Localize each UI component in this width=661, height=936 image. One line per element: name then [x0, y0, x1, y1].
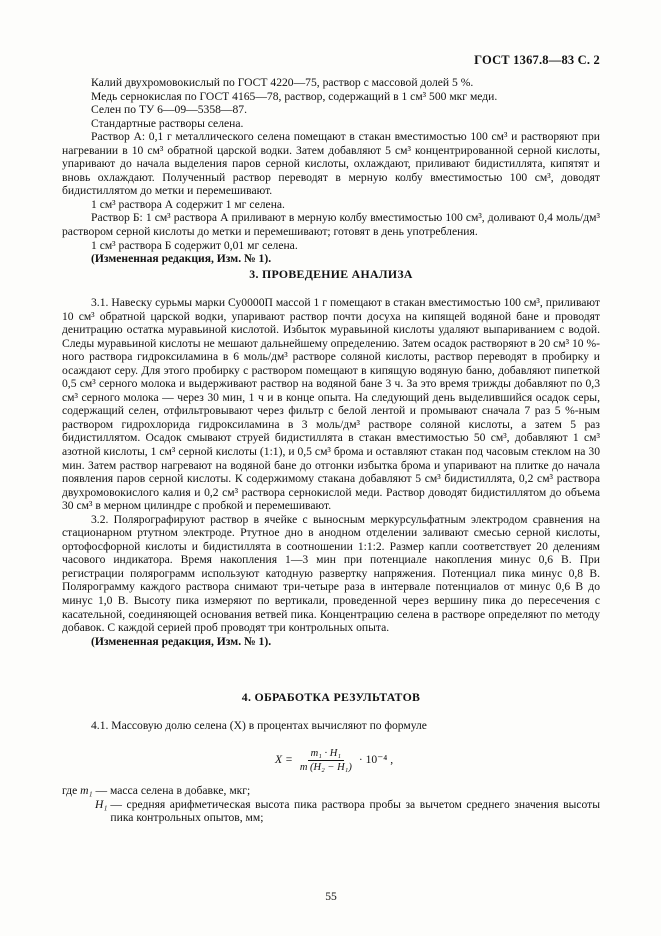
definition-text: — масса селена в добавке, мкг;	[95, 784, 251, 797]
solution-a-content: 1 см³ раствора А содержит 1 мг селена.	[91, 197, 285, 211]
amendment-note: (Измененная редакция, Изм. № 1).	[91, 634, 272, 648]
reagents-block	[62, 76, 600, 266]
formula-denominator: m (H₂ − H₁)	[299, 761, 352, 773]
section-4-intro	[62, 719, 600, 733]
paragraph-3-2: 3.2. Полярографируют раствор в ячейке с выносным меркурсульфатным электродом сравнения на стационарном ртутном электроде. Ртутное дно в анодном отделении заливают смесью серной кислоты, ортофосфорной кислоты и бидистиллята в соотношении 1:1:2. Размер капли соответствует 20 делениям часового индикатора. Время накопления 1—3 мин при потенциале накопления минус 0,6 В. При регистрации полярограмм используют катодную развертку напряжения. Потенциал пика минус 0,8 В. Полярограмму каждого раствора снимают три-четыре раза в интервале потенциалов от минус 0,6 В до минус 1,0 В. Высоту пика измеряют по вертикали, проведенной через вершину пика до пересечения с касательной, соединяющей основания ветвей пика. Концентрацию селена в растворе определяют по методу добавок. С каждой серией проб проводят три контрольных опыта.	[62, 512, 600, 635]
reagent-line: Медь сернокислая по ГОСТ 4165—78, раствор, содержащий в 1 см³ 500 мкг меди.	[91, 89, 498, 103]
paragraph-4-1: 4.1. Массовую долю селена (X) в процентах вычисляют по формуле	[91, 719, 427, 732]
page-number: 55	[325, 890, 337, 903]
reagent-line: Калий двухромовокислый по ГОСТ 4220—75, раствор с массовой долей 5 %.	[91, 76, 474, 89]
formula-fraction	[297, 747, 355, 774]
selenium-formula	[62, 742, 600, 778]
formula-lhs: X =	[275, 753, 293, 767]
section-3-heading: 3. ПРОВЕДЕНИЕ АНАЛИЗА	[249, 267, 413, 281]
formula-numerator: m₁ · H₁	[308, 747, 344, 761]
paragraph-3-1: 3.1. Навеску сурьмы марки Су0000П массой 1 г помещают в стакан вместимостью 100 см³, приливают 10 см³ обратной царской водки, упаривают раствор почти досуха на кипящей водяной бане и проводят денитрацию остатка муравьиной кислотой. Избыток муравьиной кислоты удаляют выпариванием с водой. Следы муравьиной кислоты не мешают дальнейшему определению. Затем осадок растворяют в 20 см³ 10 %-ного раствора гидроксиламина в 6 моль/дм³ растворе соляной кислоты, раствор переводят в пробирку и осаждают серу. Для этого пробирку с раствором помещают в кипящую водяную баню, добавляют пипеткой 0,5 см³ серного молока и выдерживают раствор на водяной бане 3 ч. За это время трижды добавляют по 0,3 см³ серного молока — через 30 мин, 1 ч и в конце опыта. На следующий день выделившийся осадок серы, содержащий селен, отфильтровывают через фильтр с белой лентой и промывают сначала 7 раз 5 %-ным раствором гидрохлорида гидроксиламина в 3 моль/дм³ растворе соляной кислоты, а затем 5 раз бидистиллятом. Осадок смывают струей бидистиллята в стакан вместимостью 50 см³, добавляют 1 см³ азотной кислоты, 1 см³ серной кислоты (1:1), и 0,5 см³ брома и оставляют стакан под часовым стеклом на 30 мин. Затем раствор нагревают на водяной бане до отгонки избытка брома и упаривают на плитке до начала появления паров серной кислоты. К содержимому стакана добавляют 5 см³ бидистиллята, 0,2 см³ раствора двухромовокислого калия и 0,2 см³ раствора сернокислой меди. Раствор доводят бидистиллятом до объема 30 см³ в мерном цилиндре с пробкой и перемешивают.	[62, 296, 600, 513]
section-4-heading: 4. ОБРАБОТКА РЕЗУЛЬТАТОВ	[241, 690, 421, 704]
amendment-note: (Измененная редакция, Изм. № 1).	[91, 252, 272, 266]
running-header: ГОСТ 1367.8—83 С. 2	[474, 53, 600, 67]
solution-b-content: 1 см³ раствора Б содержит 0,01 мг селена.	[91, 238, 298, 252]
definition-symbol: m₁	[80, 784, 93, 797]
reagent-line: Селен по ТУ 6—09—5358—87.	[91, 103, 247, 117]
definition-row	[62, 798, 600, 825]
definition-row	[62, 784, 600, 798]
solution-a-paragraph: Раствор А: 0,1 г металлического селена помещают в стакан вместимостью 100 см³ и растворяют при нагревании в 10 см³ обратной царской водки. Затем добавляют 5 см³ концентрированной серной кислоты, упаривают до начала выделения паров серной кислоты, охлаждают, приливают бидистиллята, кипятят и вновь охлаждают. Полученный раствор переводят в мерную колбу вместимостью 100 см³, доводят бидистиллятом до метки и перемешивают.	[62, 130, 600, 198]
formula-multiplier: · 10⁻⁴ ,	[358, 753, 394, 767]
section-3-body	[62, 296, 600, 648]
solution-b-paragraph: Раствор Б: 1 см³ раствора А приливают в мерную колбу вместимостью 100 см³, доливают 0,4 моль/дм³ раствором серной кислоты до метки и перемешивают; готовят в день употребления.	[62, 211, 600, 239]
definition-text: — средняя арифметическая высота пика раствора пробы за вычетом среднего значения высоты пика контрольных опытов, мм;	[110, 797, 600, 825]
reagent-line: Стандартные растворы селена.	[91, 116, 244, 130]
definition-symbol: H₁	[95, 797, 108, 811]
where-label: где	[62, 784, 78, 797]
variable-definitions	[62, 784, 600, 825]
